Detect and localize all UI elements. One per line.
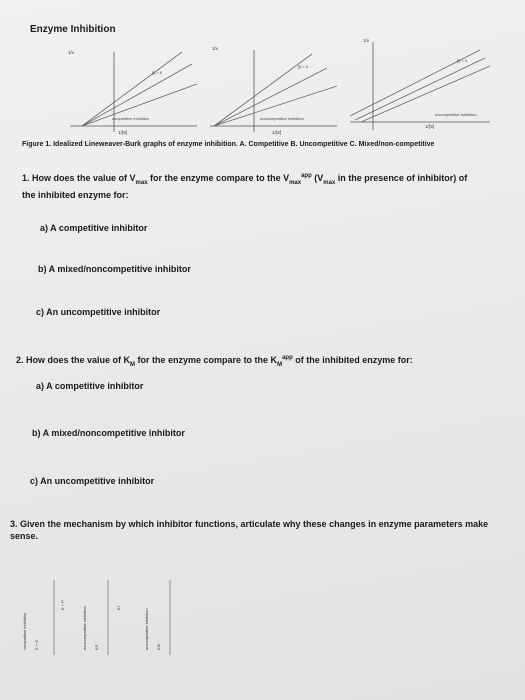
- mechanism-competitive: [18, 570, 78, 660]
- graph-competitive: [62, 44, 202, 136]
- line-mid-inhibitor: [355, 58, 485, 120]
- q1-option-a: a) A competitive inhibitor: [40, 223, 148, 233]
- q1-option-c: c) An uncompetitive inhibitor: [36, 307, 161, 317]
- graph-a-xlabel: 1/[S]: [118, 130, 128, 135]
- q2-option-a: a) A competitive inhibitor: [36, 381, 144, 391]
- graph-c-xlabel: 1/[S]: [425, 124, 435, 129]
- mech-a-product: E + P: [60, 600, 65, 610]
- worksheet-title: Enzyme Inhibition: [30, 24, 116, 35]
- mech-a-species: E + S: [34, 640, 39, 650]
- graph-b-marker: [I] = 0: [298, 64, 309, 69]
- q2-option-c: c) An uncompetitive inhibitor: [30, 476, 155, 486]
- graph-b-ylabel: 1/v: [212, 46, 219, 51]
- graph-b-xlabel: 1/[S]: [272, 130, 282, 135]
- mechanism-noncompetitive: [78, 570, 138, 660]
- mech-b-label: noncompetitive inhibition: [82, 606, 87, 650]
- graph-a-marker: [I] = 0: [152, 70, 163, 75]
- graph-c-ylabel: 1/v: [363, 38, 370, 43]
- question-2: 2. How does the value of $K_M$ for the enzyme compare to the $K_M^{app}$ of the inhibited enzyme for:: [16, 355, 413, 368]
- graph-b-type: noncompetitive inhibition: [260, 116, 304, 121]
- graph-c-marker: [I] = 0: [457, 58, 468, 63]
- mech-b-inhibited: EI: [116, 606, 121, 610]
- mechanism-uncompetitive: [140, 570, 200, 660]
- mech-c-species: ESI: [156, 643, 161, 650]
- mech-b-species: ES: [94, 644, 99, 650]
- graph-c-type: uncompetitive inhibition: [435, 112, 477, 117]
- question-1: 1. How does the value of $V_{max}$ for the enzyme compare to the $V_{max}^{app}$ ($V_{max}$ in the presence of inhibitor) of the inhibited enzyme for:: [22, 173, 468, 200]
- question-3: 3. Given the mechanism by which inhibitor functions, articulate why these changes in enzyme parameters make sense.: [10, 519, 489, 541]
- graph-a-type: competitive inhibition: [112, 116, 150, 121]
- figure-caption: Figure 1. Idealized Lineweaver-Burk graphs of enzyme inhibition. A. Competitive B. Uncompetitive C. Mixed/non-competitive: [22, 141, 435, 148]
- q1-option-b: b) A mixed/noncompetitive inhibitor: [38, 264, 191, 274]
- mech-c-label: uncompetitive inhibition: [144, 608, 149, 650]
- q2-option-b: b) A mixed/noncompetitive inhibitor: [32, 428, 185, 438]
- graph-a-ylabel: 1/v: [68, 50, 75, 55]
- graph-noncompetitive: [202, 44, 342, 136]
- graph-uncompetitive: [345, 36, 495, 136]
- mech-a-label: competitive inhibition: [22, 612, 27, 650]
- line-high-inhibitor: [82, 52, 182, 126]
